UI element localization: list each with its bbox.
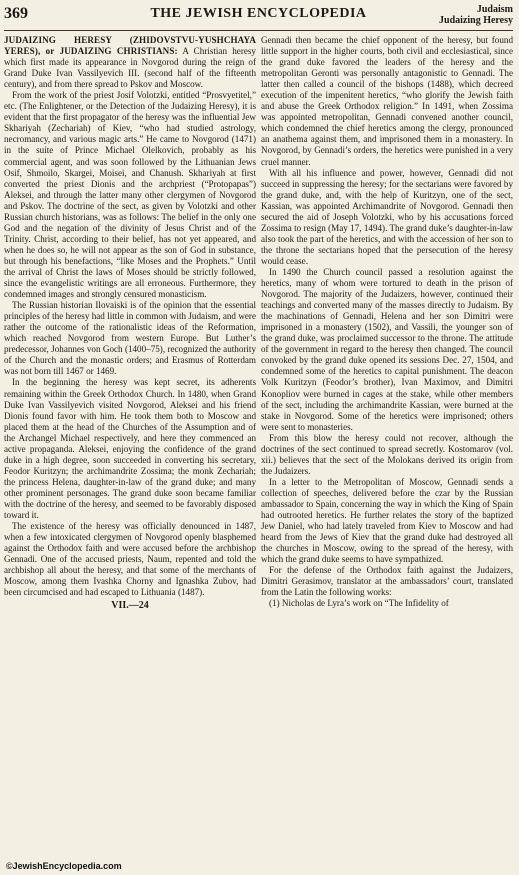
paragraph: From this blow the heresy could not recover, although the doctrines of the sect continued to spread secretly. Kostomarov (vol. xii.) believes that the sect of the Molokans derived its origin from the Judaizers. [261,432,513,476]
text-columns [4,35,513,611]
paragraph: In the beginning the heresy was kept secret, its adherents remaining within the Greek Orthodox Church. In 1480, when Grand Duke Ivan Vassilyevich visited Novgorod, Aleksei and his friend Dionis found favor with him. He took them both to Moscow and placed them at the head of the Churches of the Assumption and of the Archangel Michael respectively, and here they commenced an active propaganda. Aleksei, enjoying the confidence of the grand duke in a high degree, soon succeeded in converting his secretary, Feodor Kuritzyn; the archimandrite Zossima; the monk Zechariah; the princess Helena, daughter-in-law of the grand duke; and many other prominent personages. The grand duke soon became familiar with the doctrine of the heresy, and seemed to be favorably disposed toward it. [4,377,256,521]
paragraph: From the work of the priest Josif Volotzki, entitled “Prosvyetitel,” etc. (The Enlightener, or the Detection of the Judaizing Heresy), it is evident that the first propagator of the heresy was the influential Jew Skhariyah (Zechariah) of Kiev, “who had studied astrology, necromancy, and various magic arts.” He came to Novgorod (1471) in the suite of Prince Michael Olelkovich, probably as his commercial agent, and was soon followed by the Lithuanian Jews Osif, Shmoilo, Skargei, Moisei, and Chanush. Skhariyah at first converted the priest Dionis and the archpriest (“Protopapas”) Aleksei, and through the latter many other clergymen of Novgorod and Pskov. The doctrine of the sect, as given by Volotzki and other Russian church historians, was as follows: The belief in the only one God and the negation of the divinity of Jesus Christ and of the Trinity. Christ, according to their belief, has not yet appeared, and when he does so, he will not appear as the son of God in substance, but through his benefactions, “like Moses and the Prophets.” Until the arrival of Christ the laws of Moses should be strictly followed, since the evangelistic writings are all erroneous. Furthermore, they condemned images and strongly censured monasticism. [4,90,256,300]
copyright-link[interactable] [6,861,122,871]
page-header [4,4,513,31]
paragraph: For the defense of the Orthodox faith against the Judaizers, Dimitri Gerasimov, translator at the ambassadors’ court, translated from the Latin the following works: [261,565,513,598]
page-number: 369 [4,5,28,22]
paragraph-text: A Christian heresy which first made its appearance in Novgorod during the reign of Grand Duke Ivan Vassilyevich III. (second half of the fifteenth century), and from there spread to Pskov and Moscow. [4,46,256,90]
paragraph: Gennadi then became the chief opponent of the heresy, but found little support in the higher courts, both civil and ecclesiastical, since the grand duke favored the leaders of the heresy and the metropolitan Geronti was personally antagonistic to Gennadi. The latter then called a council of the bishops (1488), which decreed execution of the impenitent heretics, “who glorify the Jewish faith and abuse the Greek Orthodox religion.” In 1491, when Zossima was appointed metropolitan, Gennadi convened another council, which condemned the chief heretics among the clergy, pronounced an anathema against them, and imprisoned them in a monastery. In Novgorod, by Gennadi’s orders, the heretics were punished in a very cruel manner. [261,35,513,167]
paragraph: In 1490 the Church council passed a resolution against the heretics, many of whom were tortured to death in the prison of Novgorod. The majority of the Judaizers, however, continued their teachings and converted many of the masses directly to Judaism. By the machinations of Gennadi, Helena and her son Dimitri were imprisoned in a monastery (1502), and Vassili, the younger son of the grand duke, was proclaimed successor to the throne. The attitude of the government in regard to the heresy then changed. The council convoked by the grand duke opened its sessions Dec. 27, 1504, and condemned some of the heretics to capital punishment. The deacon Volk Kuritzyn (Feodor’s brother), Ivan Maximov, and Dimitri Konopliov were burned in cages at the stake, while other members of the sect, including the archimandrite Kassian, were burned at the stake in Novgorod. Some of the heretics were imprisoned; others were sent to monasteries. [261,266,513,432]
column-left [4,35,256,611]
running-head [439,4,513,26]
paragraph: In a letter to the Metropolitan of Moscow, Gennadi sends a collection of speeches, delivered before the czar by the Russian ambassador to Spain, concerning the way in which the King of Spain had outrooted heretics. He further relates the story of the baptized Jew Daniel, who had lately traveled from Kiev to Moscow and had heard from the Jews of Kiev that the grand duke had destroyed all the churches in Moscow, owing to the spread of the heresy, with which the grand duke seems to have sympathized. [261,476,513,565]
paragraph: The Russian historian Ilovaiski is of the opinion that the essential principles of the heresy had little in common with Judaism, and were rather the outcome of the rationalistic ideas of the Reformation, which reached Novgorod from western Europe. But Luther’s predecessor, Johannes von Goch (1400–75), recognized the authority of the Church and the monastic orders; and Erasmus of Rotterdam was not born till 1467 or 1469. [4,300,256,377]
paragraph: With all his influence and power, however, Gennadi did not succeed in suppressing the heresy; for the sectarians were favored by the grand duke, and, with the help of Kuritzyn, one of the sect, Kassian, was appointed Archimandrite of Novgorod. Gennadi then secured the aid of Joseph Volotzki, who by his accusations forced Zossima to resign (May 17, 1494). The grand duke’s daughter-in-law also took the part of the heretics, and with the accession of her son to the throne the sectarians hoped that the persecution of the heresy would cease. [261,167,513,266]
running-head-line-2: Judaizing Heresy [439,15,513,26]
running-head-line-1: Judaism [476,4,513,15]
paragraph: The existence of the heresy was officially denounced in 1487, when a few intoxicated clergymen of Novgorod openly blasphemed against the Orthodox faith and were accused before the archbishop Gennadi. One of the accused priests, Naum, repented and told the archbishop all about the heresy, and that some of the merchants of Moscow, among them Ivashka Chorny and Ignashka Zubov, had been circumcised and had escaped to Lithuania (1487). [4,521,256,598]
signature-mark: VII.—24 [111,600,149,612]
article-heading: JUDAIZING HERESY (ZHIDOVSTVU-YUSHCHAYA YERES), or JUDAIZING CHRISTIANS: [4,35,256,57]
column-right [261,35,513,611]
paragraph [4,35,256,90]
journal-title: THE JEWISH ENCYCLOPEDIA [150,6,367,21]
paragraph: (1) Nicholas de Lyra’s work on “The Infidelity of [269,598,449,609]
copyright-text: ©JewishEncyclopedia.com [6,861,122,871]
